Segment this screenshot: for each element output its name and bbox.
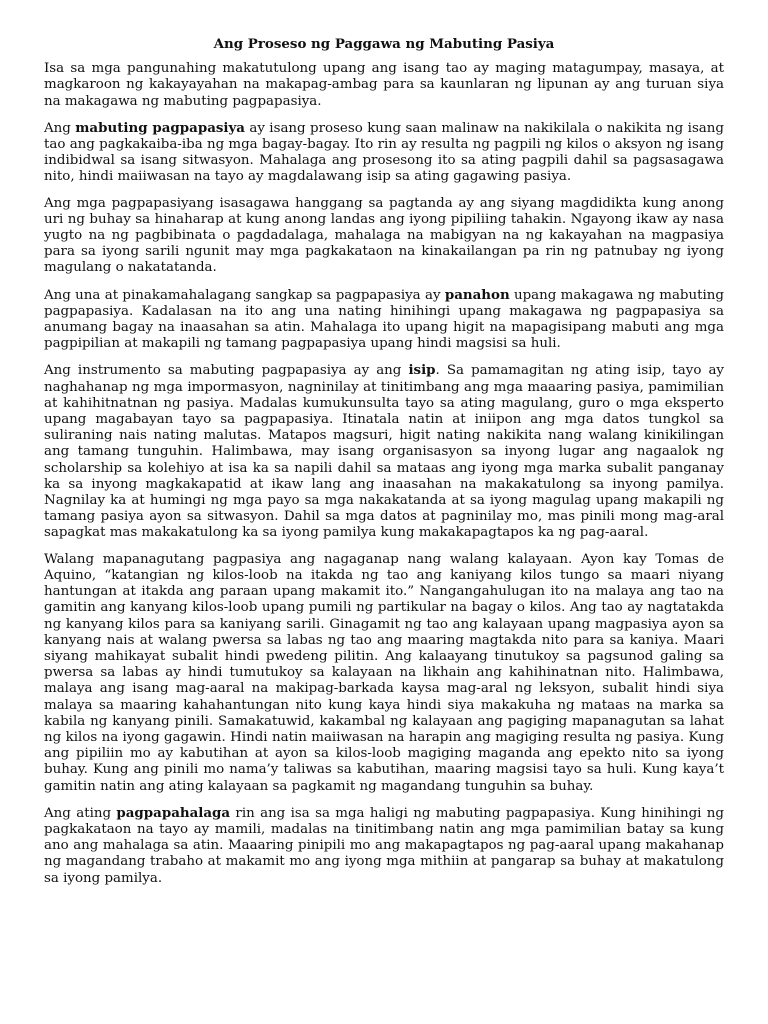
page-title: Ang Proseso ng Paggawa ng Mabuting Pasiya [213,36,555,52]
paragraph-mabuting-pagpapasiya [44,120,724,186]
paragraph-kalayaan: Walang mapanagutang pagpasiya ang nagaganap nang walang kalayaan. Ayon kay Tomas de Aquino, “katangian ng kilos-loob na itakda ng tao ang kaniyang kilos tungo sa maari niyang hantungan at itakda ang paraan upang makamit ito.” Nangangahulugan ito na malaya ang tao na gamitin ang kanyang kilos-loob upang pumili ng partikular na bagay o kilos. Ang tao ay nagtatakda ng kanyang kilos para sa kaniyang sarili. Ginagamit ng tao ang kalayaan upang magpasiya ayon sa kanyang nais at walang pwersa sa labas ng tao ang maaring magtakda nito para sa kaniya. Maari siyang mahikayat subalit hindi pwedeng pilitin. Ang kalaayang tinutukoy sa pagsunod galing sa pwersa sa labas ay hindi tumutukoy sa kalayaan na likhain ang kahihinatnan nito. Halimbawa, malaya ang isang mag-aaral na makipag-barkada kaysa mag-aral ng leksyon, subalit hindi siya malaya sa maaring kahahantungan nito kung kaya hindi siya makakuha ng mataas na marka sa kabila ng kanyang pinili. Samakatuwid, kakambal ng kalayaan ang pagiging mapanagutan sa lahat ng kilos na iyong gagawin. Hindi natin maiiwasan na harapin ang magiging resulta ng pasiya. Kung ang pipiliin mo ay kabutihan at ayon sa kilos-loob magiging maganda ang epekto nito sa iyong buhay. Kung ang pinili mo nama’y taliwas sa kabutihan, maaring magsisi tayo sa huli. Kung kaya’t gamitin natin ang ating kalayaan sa pagkamit ng magandang tunguhin sa buhay. [44,551,724,794]
paragraph-text-before: Ang ating [44,805,117,821]
paragraph-text-before: Ang [44,120,76,136]
bold-term-pagpapahalaga: pagpapahalaga [116,804,231,821]
paragraph-intro: Isa sa mga pangunahing makatutulong upang ang isang tao ay maging matagumpay, masaya, at magkaroon ng kakayayahan na makapag-ambag para sa kaunlaran ng lipunan ay ang turuan siya na makagawa ng mabuting pagpapasiya. [44,61,724,109]
paragraph-text-after: upang makagawa ng mabuting pagpapasiya. Kadalasan na ito ang una nating hinihingi upang makagawa ng pagpapasiya sa anumang bagay na inaasahan sa atin. Mahalaga ito upang higit na mapagisipang mabuti ang mga pagpipilian at makapili ng tamang pagpapasiya upang hindi magsisi sa huli. [44,287,724,352]
paragraph-text-after: rin ang isa sa mga haligi ng mabuting pagpapasiya. Kung hinihingi ng pagkakataon na tayo ay mamili, madalas na tinitimbang natin ang mga pamimilian batay sa kung ano ang mahalaga sa atin. Maaaring pinipili mo ang makapagtapos ng pag-aaral upang makahanap ng magandang trabaho at makamit mo ang iyong mga mithiin at pangarap sa buhay at makatulong sa iyong pamilya. [44,805,724,886]
paragraph-isip [44,362,724,541]
paragraph-pagpapahalaga [44,805,724,887]
bold-term-isip: isip [408,362,436,379]
paragraph-text-before: Ang instrumento sa mabuting pagpapasiya ay ang [44,363,409,379]
bold-term-panahon: panahon [444,286,510,303]
bold-term-mabuting-pagpapasiya: mabuting pagpapasiya [75,119,245,136]
paragraph-text-before: Ang una at pinakamahalagang sangkap sa pagpapasiya ay [44,287,445,303]
paragraph-pagtanda: Ang mga pagpapasiyang isasagawa hanggang sa pagtanda ay ang siyang magdidikta kung anong uri ng buhay sa hinaharap at kung anong landas ang iyong pipiliing tahakin. Ngayong ikaw ay nasa yugto na ng pagbibinata o pagdadalaga, mahalaga na mabigyan na ng kakayahan na magpasiya para sa iyong sarili ngunit may mga pagkakataon na kinakailangan pa rin ng patnubay ng iyong magulang o nakatatanda. [44,195,724,276]
paragraph-panahon [44,287,724,353]
paragraph-text-after: . Sa pamamagitan ng ating isip, tayo ay naghahanap ng mga impormasyon, nagninilay at tinitimbang ang mga maaaring pasiya, pamimilian at kahihitnatnan ng pasiya. Madalas kumukunsulta tayo sa ating magulang, guro o mga eksperto upang magabayan tayo sa pagpapasiya. Itinatala natin at iniipon ang mga datos tungkol sa suliraning nais nating malutas. Matapos magsuri, higit nating nakikita nang walang kinikilingan ang tamang tunguhin. Halimbawa, may isang organisasyon sa inyong lugar ang nagaalok ng scholarship sa kolehiyo at isa ka sa napili dahil sa mataas ang iyong mga marka subalit panganay ka sa inyong magkakapatid at ikaw lang ang inaasahan na makakatulong sa inyong pamilya. Nagnilay ka at humingi ng mga payo sa mga nakakatanda at sa iyong magulag upang makapili ng tamang pasiya ayon sa sitwasyon. Dahil sa mga datos at pagninilay mo, mas pinili mong mag-aral sapagkat mas makakatulong ka sa iyong pamilya kung makakapagtapos ka ng pag-aaral. [44,363,724,541]
paragraph-text-after: ay isang proseso kung saan malinaw na nakikilala o nakikita ng isang tao ang pagkakaiba-iba ng mga bagay-bagay. Ito rin ay resulta ng pagpili ng kilos o aksyon ng isang indibidwal sa isang sitwasyon. Mahalaga ang prosesong ito sa ating pagpili dahil sa pagsasagawa nito, hindi maiiwasan na tayo ay magdalawang isip sa ating gagawing pasiya. [44,120,724,185]
